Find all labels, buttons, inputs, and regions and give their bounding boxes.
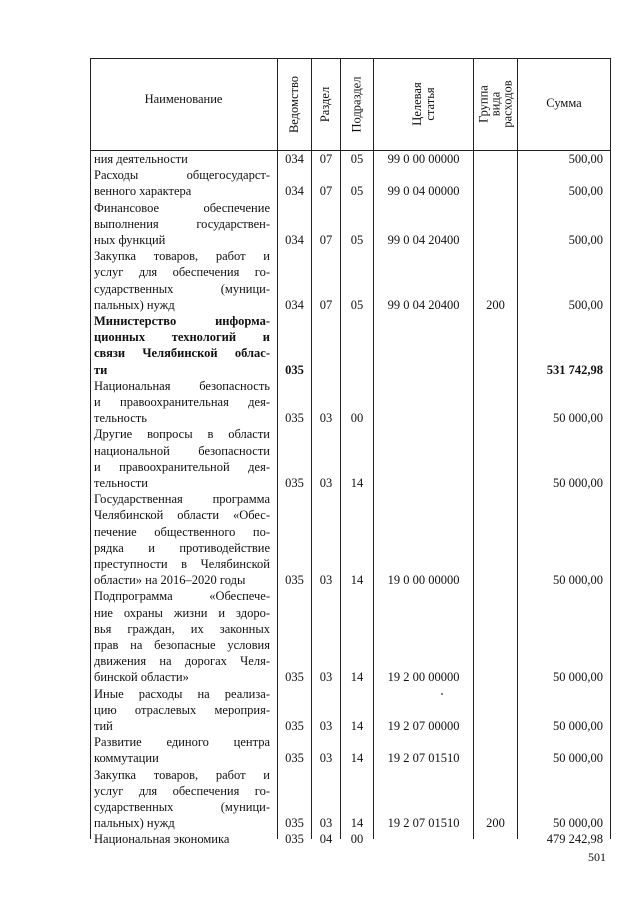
dept-cell: 035 [285,573,304,588]
header-subsection: Подраздел [349,76,364,132]
amount-cell: 500,00 [568,184,603,199]
article-cell: 19 2 07 00000 [387,718,460,733]
header-amount: Сумма [546,96,582,110]
budget-table [90,58,611,847]
section-cell: 04 [319,832,333,847]
row-name-line: услуг для обеспечения го- [94,783,270,798]
row-name [94,426,270,491]
header-expense-group: Группа вида расходов [476,80,515,128]
dept-cell: 035 [285,751,304,766]
section-cell: 07 [319,297,333,312]
amount-cell: 50 000,00 [553,670,603,685]
table-row [90,767,611,832]
row-name-line: Национальная экономика [94,832,230,847]
subsection-cell: 14 [350,718,364,733]
header-department: Ведомство [287,75,301,133]
article-cell: 19 2 07 01510 [387,816,460,831]
dept-cell: 035 [285,411,304,426]
article-cell: 99 0 04 00000 [387,184,460,199]
row-name [94,491,270,588]
dept-cell: 035 [285,718,304,733]
subsection-cell: 05 [350,232,364,247]
row-name-line: печение общественного по- [94,524,270,539]
group-cell: 200 [486,297,505,312]
subsection-cell: 00 [350,832,364,847]
row-name-line: Национальная безопасность [94,378,270,393]
row-name-line: Другие вопросы в области [94,427,270,442]
amount-cell: 50 000,00 [553,816,603,831]
subsection-cell: 14 [350,475,364,490]
dept-cell: 034 [285,151,304,166]
row-name-line: ционных технологий и [94,330,270,345]
section-cell: 03 [319,816,333,831]
section-cell: 03 [319,573,333,588]
amount-cell: 500,00 [568,151,603,166]
article-cell: 99 0 04 20400 [387,297,460,312]
section-cell: 03 [319,411,333,426]
row-name [94,200,270,249]
row-name-line: коммутации [94,751,159,766]
subsection-cell: 14 [350,670,364,685]
row-name-line: венного характера [94,184,192,199]
row-name-line: Расходы общегосударст- [94,168,270,183]
table-row [90,686,611,735]
row-name-line: движения на дорогах Челя- [94,654,270,669]
amount-cell: 500,00 [568,297,603,312]
section-cell: 03 [319,475,333,490]
row-name-line: Иные расходы на реализа- [94,686,270,701]
row-name-line: и правоохранительная дея- [94,395,270,409]
table-row [90,831,611,847]
row-name-line: ных функций [94,233,166,247]
row-name [94,831,270,847]
table-row [90,491,611,588]
subsection-cell: 00 [350,411,364,426]
row-name-line: Финансовое обеспечение [94,200,270,215]
section-cell: 07 [319,151,333,166]
header-target-article: Целевая статья [409,82,437,126]
row-name-line: Министерство информа- [94,314,270,328]
amount-cell: 479 242,98 [546,832,603,847]
row-name-line: тий [94,719,113,733]
article-cell: 99 0 04 20400 [387,232,460,247]
row-name-line: ти [94,362,108,377]
row-name-line: ния деятельности [94,152,188,166]
dept-cell: 035 [285,475,304,490]
table-row [90,167,611,199]
row-name [94,378,270,427]
row-name-line: сударственных (муници- [94,281,270,296]
amount-cell: 50 000,00 [553,475,603,490]
table-row [90,248,611,313]
amount-cell: 50 000,00 [553,411,603,426]
table-row [90,378,611,427]
row-name-line: национальной безопасности [94,443,270,458]
row-name-line: пальных) нужд [94,816,175,831]
table-row [90,200,611,249]
row-name-line: и правоохранительной дея- [94,459,270,474]
row-name-line: области» на 2016–2020 годы [94,573,246,588]
amount-cell: 50 000,00 [553,718,603,733]
dept-cell: 035 [285,362,304,377]
row-name-line: Развитие единого центра [94,735,270,750]
table-row [90,588,611,685]
row-name-line: Закупка товаров, работ и [94,767,270,782]
row-name-line: преступности в Челябинской [94,557,270,571]
subsection-cell: 05 [350,184,364,199]
amount-cell: 500,00 [568,232,603,247]
dept-cell: 035 [285,670,304,685]
section-cell: 07 [319,232,333,247]
row-name-line: вья граждан, их законных [94,621,270,636]
row-name [94,767,270,832]
article-cell: 19 0 00 00000 [387,573,460,588]
section-cell: 03 [319,670,333,685]
amount-cell: 531 742,98 [546,362,603,377]
row-name-line: сударственных (муници- [94,800,270,814]
section-cell: 03 [319,718,333,733]
row-name [94,151,270,167]
row-name [94,313,270,378]
subsection-cell: 05 [350,151,364,166]
header-section: Раздел [318,86,333,122]
dept-cell: 034 [285,184,304,199]
page-number: 501 [588,850,606,864]
table-row [90,151,611,167]
dept-cell: 034 [285,232,304,247]
row-name [94,686,270,735]
article-cell: 19 2 00 00000 [387,670,460,685]
row-name-line: бинской области» [94,670,189,685]
row-name-line: услуг для обеспечения го- [94,265,270,280]
article-cell: 19 2 07 01510 [387,751,460,766]
dept-cell: 035 [285,832,304,847]
row-name-line: Закупка товаров, работ и [94,249,270,264]
table-row [90,313,611,378]
row-name-line: тельность [94,411,147,426]
row-name [94,588,270,685]
amount-cell: 50 000,00 [553,573,603,588]
header-name: Наименование [144,92,223,106]
row-name-line: рядка и противодействие [94,540,270,555]
stray-mark [441,693,443,695]
subsection-cell: 14 [350,573,364,588]
row-name [94,167,270,199]
row-name-line: выполнения государствен- [94,216,270,231]
subsection-cell: 05 [350,297,364,312]
row-name-line: цию отраслевых мероприя- [94,702,270,717]
row-name-line: прав на безопасные условия [94,638,270,652]
row-name-line: Подпрограмма «Обеспече- [94,589,270,604]
row-name-line: пальных) нужд [94,297,175,312]
group-cell: 200 [486,816,505,831]
dept-cell: 035 [285,816,304,831]
table-row [90,426,611,491]
row-name [94,734,270,766]
row-name-line: ние охраны жизни и здоро- [94,605,270,620]
dept-cell: 034 [285,297,304,312]
table-row [90,734,611,766]
row-name-line: связи Челябинской облас- [94,346,270,361]
subsection-cell: 14 [350,751,364,766]
row-name-line: Государственная программа [94,492,270,507]
subsection-cell: 14 [350,816,364,831]
row-name [94,248,270,313]
row-name-line: Челябинской области «Обес- [94,508,270,523]
amount-cell: 50 000,00 [553,751,603,766]
section-cell: 07 [319,184,333,199]
section-cell: 03 [319,751,333,766]
row-name-line: тельности [94,476,148,490]
article-cell: 99 0 00 00000 [387,151,460,166]
